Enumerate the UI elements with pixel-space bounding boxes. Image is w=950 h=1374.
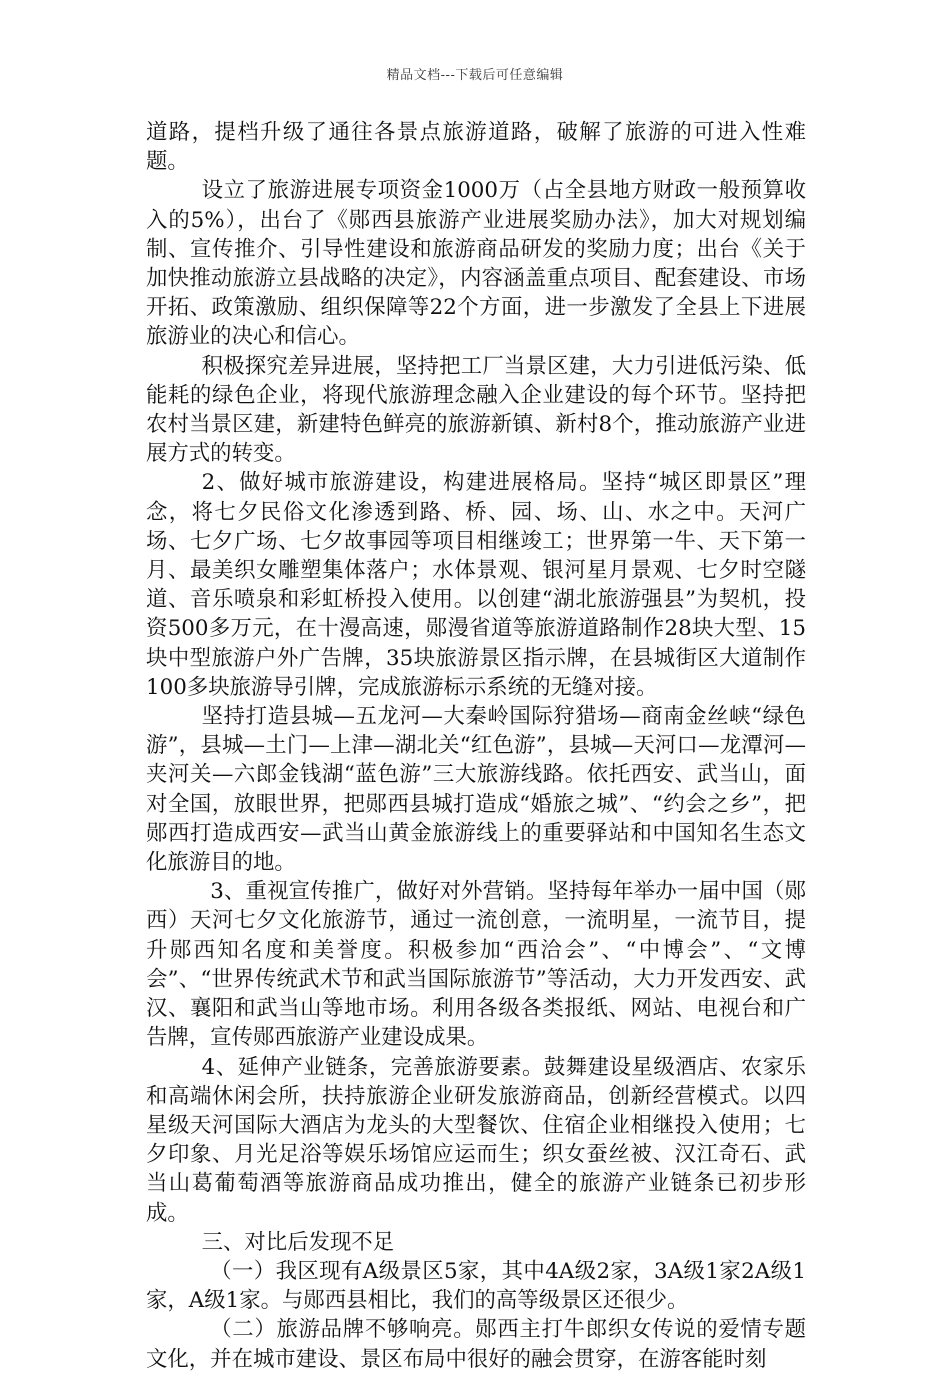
paragraph-road-upgrade: 道路，提档升级了通往各景点旅游道路，破解了旅游的可进入性难题。 <box>146 120 806 175</box>
paragraph-brand: （二）旅游品牌不够响亮。郧西主打牛郎织女传说的爱情专题文化，并在城市建设、景区布局中很好的融会贯穿，在游客能时刻 <box>146 1317 806 1372</box>
document-body <box>146 118 806 1374</box>
paragraph-tour-routes: 坚持打造县城—五龙河—大秦岭国际狩猎场—商南金丝峡“绿色游”，县城—土门—上津—湖北关“红色游”，县城—天河口—龙潭河—夹河关—六郎金钱湖“蓝色游”三大旅游线路。依托西安、武当山，面对全国，放眼世界，把郧西县城打造成“婚旅之城”、“约会之乡”，把郧西打造成西安—武当山黄金旅游线上的重要驿站和中国知名生态文化旅游目的地。 <box>146 704 806 876</box>
paragraph-a-level-scenic: （一）我区现有A级景区5家，其中4A级2家，3A级1家2A级1家，A级1家。与郧西县相比，我们的高等级景区还很少。 <box>146 1258 806 1314</box>
paragraph-city-tourism: 2、做好城市旅游建设，构建进展格局。坚持“城区即景区”理念，将七夕民俗文化渗透到路、桥、园、场、山、水之中。天河广场、七夕广场、七夕故事园等项目相继竣工；世界第一牛、天下第一月、最美织女雕塑集体落户；水体景观、银河星月景观、七夕时空隧道、音乐喷泉和彩虹桥投入使用。以创建“湖北旅游强县”为契机，投资500多万元，在十漫高速，郧漫省道等旅游道路制作28块大型、15块中型旅游户外广告牌，35块旅游景区指示牌，在县城街区大道制作100多块旅游导引牌，完成旅游标示系统的无缝对接。 <box>146 470 806 700</box>
paragraph-industry-chain: 4、延伸产业链条，完善旅游要素。鼓舞建设星级酒店、农家乐和高端休闲会所，扶持旅游企业研发旅游商品，创新经营模式。以四星级天河国际大酒店为龙头的大型餐饮、住宿企业相继投入使用；七夕印象、月光足浴等娱乐场馆应运而生；织女蚕丝被、汉江奇石、武当山葛葡萄酒等旅游商品成功推出，健全的旅游产业链条已初步形成。 <box>146 1054 806 1226</box>
paragraph-differentiated-development: 积极探究差异进展，坚持把工厂当景区建，大力引进低污染、低能耗的绿色企业，将现代旅游理念融入企业建设的每个环节。坚持把农村当景区建，新建特色鲜亮的旅游新镇、新村8个，推动旅游产业进展方式的转变。 <box>146 353 806 467</box>
paragraph-promotion: 3、重视宣传推广，做好对外营销。坚持每年举办一届中国（郧西）天河七夕文化旅游节，通过一流创意，一流明星，一流节目，提升郧西知名度和美誉度。积极参加“西洽会”、“中博会”、“文博会”、“世界传统武术节和武当国际旅游节”等活动，大力开发西安、武汉、襄阳和武当山等地市场。利用各级各类报纸、网站、电视台和广告牌，宣传郧西旅游产业建设成果。 <box>146 879 806 1051</box>
section-heading-shortcomings: 三、对比后发现不足 <box>201 1229 395 1255</box>
paragraph-special-fund: 设立了旅游进展专项资金1000万（占全县地方财政一般预算收入的5%），出台了《郧西县旅游产业进展奖励办法》，加大对规划编制、宣传推介、引导性建设和旅游商品研发的奖励力度；出台《关于加快推动旅游立县战略的决定》，内容涵盖重点项目、配套建设、市场开拓、政策激励、组织保障等22个方面，进一步激发了全县上下进展旅游业的决心和信心。 <box>146 178 806 350</box>
page-header: 精品文档---下载后可任意编辑 <box>386 68 564 83</box>
